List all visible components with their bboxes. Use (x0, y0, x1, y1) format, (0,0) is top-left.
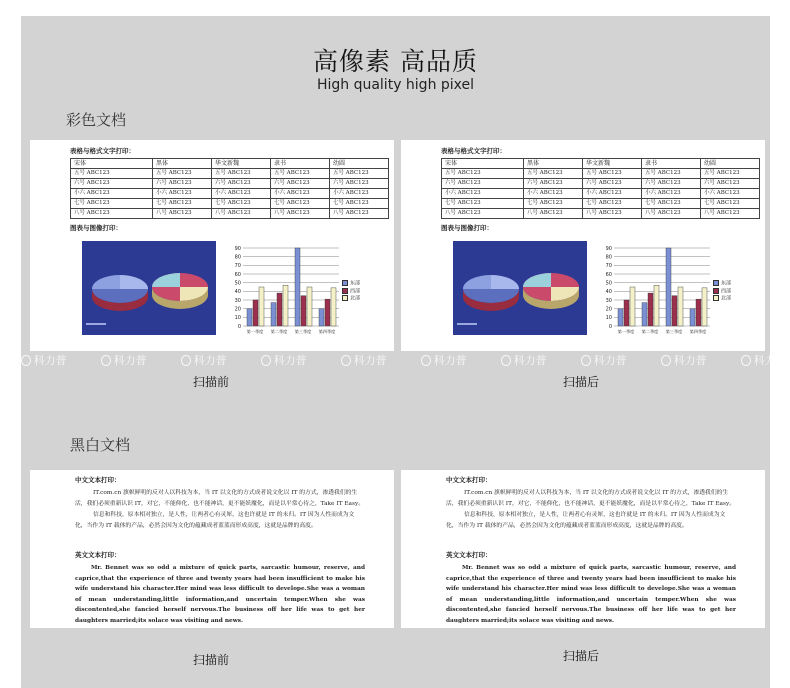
legend-item (342, 295, 360, 303)
table-cell: 五号 ABC123 (524, 169, 583, 179)
y-tick-label: 0 (608, 323, 612, 330)
legend-swatch (713, 295, 719, 301)
y-tick-label: 60 (605, 271, 612, 278)
table-cell: 八号 ABC123 (524, 209, 583, 219)
y-tick-label: 80 (605, 254, 612, 261)
watermark-text: 科力普 (513, 354, 547, 367)
section-label-color: 彩色文档 (66, 111, 127, 129)
y-tick-label: 30 (605, 297, 612, 304)
table-cell: 六号 ABC123 (153, 179, 212, 189)
legend-swatch (342, 295, 348, 301)
x-tick-label: 第四季度 (318, 329, 336, 334)
watermark-text: 科力普 (593, 354, 627, 367)
watermark-text: 科力普 (273, 354, 307, 367)
table-cell: 七号 ABC123 (71, 199, 153, 209)
table-cell: 小六 ABC123 (701, 189, 760, 199)
table-cell: 隶书 (642, 159, 701, 169)
legend-item (713, 288, 731, 296)
watermark-item (341, 353, 421, 367)
y-tick-label: 90 (605, 245, 612, 252)
pie-chart-graphic (82, 241, 216, 335)
y-tick-label: 10 (605, 315, 612, 322)
table-heading: 表格与格式文字打印： (441, 147, 506, 155)
table-cell: 六号 ABC123 (71, 179, 153, 189)
y-tick-label: 10 (234, 315, 241, 322)
legend-item (713, 280, 731, 288)
chart-legend (713, 280, 731, 303)
watermark-item (581, 353, 661, 367)
table-cell: 小六 ABC123 (583, 189, 642, 199)
table-cell: 小六 ABC123 (330, 189, 389, 199)
table-cell: 六号 ABC123 (524, 179, 583, 189)
table-cell: 小六 ABC123 (153, 189, 212, 199)
bar-西部-第三季度 (301, 296, 306, 326)
y-tick-label: 70 (234, 263, 241, 270)
table-cell: 八号 ABC123 (71, 209, 153, 219)
watermark-logo-icon (181, 355, 191, 366)
table-cell: 八号 ABC123 (212, 209, 271, 219)
bar-西部-第四季度 (325, 299, 330, 326)
table-cell: 八号 ABC123 (271, 209, 330, 219)
cn-heading: 中文文本打印： (75, 476, 121, 484)
legend-swatch (713, 280, 719, 286)
legend-label: 西部 (350, 288, 361, 294)
table-cell: 黑体 (153, 159, 212, 169)
watermark-item (501, 353, 581, 367)
bar-西部-第一季度 (624, 300, 629, 326)
table-cell: 五号 ABC123 (212, 169, 271, 179)
table-row (442, 169, 760, 179)
watermark-logo-icon (661, 355, 671, 366)
page-title: 高像素 高品质 (313, 47, 478, 76)
y-tick-label: 20 (605, 306, 612, 313)
table-cell: 六号 ABC123 (330, 179, 389, 189)
watermark-logo-icon (21, 355, 31, 366)
table-row (71, 189, 389, 199)
bar-东部-第一季度 (618, 309, 623, 326)
watermark-text: 科力普 (113, 354, 147, 367)
table-cell: 五号 ABC123 (442, 169, 524, 179)
legend-label: 西部 (721, 288, 732, 294)
table-cell: 六号 ABC123 (271, 179, 330, 189)
table-cell: 宋体 (71, 159, 153, 169)
table-cell: 七号 ABC123 (330, 199, 389, 209)
x-tick-label: 第一季度 (617, 329, 635, 334)
bar-东部-第一季度 (247, 309, 252, 326)
y-tick-label: 90 (234, 245, 241, 252)
table-cell: 华文新魏 (212, 159, 271, 169)
bw-scan-before (30, 470, 394, 628)
table-cell: 六号 ABC123 (583, 179, 642, 189)
y-tick-label: 50 (605, 280, 612, 287)
bar-西部-第一季度 (253, 300, 258, 326)
bar-西部-第四季度 (696, 299, 701, 326)
y-tick-label: 30 (234, 297, 241, 304)
table-cell: 小六 ABC123 (212, 189, 271, 199)
legend-swatch (342, 280, 348, 286)
legend-item (342, 288, 360, 296)
cn-paragraph: IT.com.cn 旗帜鲜明的反对人以科技为本，当 IT 以文化的方式成者说文化以 IT 的方式，渗透我们的生活，我们必须重新认识 IT，对它，不能仰化，也不能神话，更不能妖魔化，而是以平常心待之，Take IT Easy。 (75, 490, 365, 507)
legend-label: 北部 (721, 295, 732, 302)
bar-东部-第四季度 (319, 309, 324, 326)
table-cell: 六号 ABC123 (442, 179, 524, 189)
table-cell: 小六 ABC123 (442, 189, 524, 199)
watermark-item (661, 353, 741, 367)
caption-bw-after: 扫描后 (562, 649, 599, 663)
bar-北部-第一季度 (259, 287, 264, 326)
font-sample-table (70, 158, 389, 219)
table-cell: 小六 ABC123 (642, 189, 701, 199)
table-cell: 八号 ABC123 (153, 209, 212, 219)
y-tick-label: 50 (234, 280, 241, 287)
watermark-item (21, 353, 101, 367)
table-cell: 小六 ABC123 (71, 189, 153, 199)
table-cell: 五号 ABC123 (153, 169, 212, 179)
legend-swatch (342, 288, 348, 294)
table-row (442, 199, 760, 209)
en-heading: 英文文本打印： (446, 551, 492, 559)
table-cell: 八号 ABC123 (701, 209, 760, 219)
table-row (442, 179, 760, 189)
bar-北部-第四季度 (331, 288, 336, 326)
table-cell: 五号 ABC123 (701, 169, 760, 179)
table-row (442, 189, 760, 199)
watermark-logo-icon (261, 355, 271, 366)
pie-chart-image (453, 241, 587, 335)
watermark-text: 科力普 (433, 354, 467, 367)
watermark-logo-icon (101, 355, 111, 366)
table-cell: 七号 ABC123 (271, 199, 330, 209)
table-cell: 小六 ABC123 (271, 189, 330, 199)
bar-西部-第三季度 (672, 296, 677, 326)
legend-item (342, 280, 360, 288)
cn-body (75, 488, 365, 532)
color-scan-after (401, 140, 765, 351)
section-label-bw: 黑白文档 (70, 436, 131, 454)
bar-北部-第四季度 (702, 288, 707, 326)
watermark-logo-icon (741, 355, 751, 366)
y-tick-label: 60 (234, 271, 241, 278)
x-tick-label: 第四季度 (689, 329, 707, 334)
pie-chart-image (82, 241, 216, 335)
table-cell: 黑体 (524, 159, 583, 169)
bar-北部-第三季度 (678, 287, 683, 326)
cn-body (446, 488, 736, 532)
x-tick-label: 第一季度 (246, 329, 264, 334)
watermark-item (101, 353, 181, 367)
bar-东部-第二季度 (642, 303, 647, 326)
content-panel (21, 16, 787, 688)
table-cell: 七号 ABC123 (442, 199, 524, 209)
table-cell: 八号 ABC123 (642, 209, 701, 219)
y-tick-label: 20 (234, 306, 241, 313)
chart-heading: 图表与图像打印： (441, 224, 493, 232)
bar-东部-第二季度 (271, 303, 276, 326)
table-cell: 幼圆 (701, 159, 760, 169)
table-cell: 幼圆 (330, 159, 389, 169)
font-sample-table (441, 158, 760, 219)
watermark-band (21, 353, 787, 367)
watermark-logo-icon (501, 355, 511, 366)
table-cell: 六号 ABC123 (212, 179, 271, 189)
table-cell: 六号 ABC123 (701, 179, 760, 189)
page-subtitle: High quality high pixel (316, 77, 475, 93)
watermark-item (741, 353, 790, 367)
table-cell: 七号 ABC123 (701, 199, 760, 209)
table-cell: 宋体 (442, 159, 524, 169)
table-cell: 七号 ABC123 (524, 199, 583, 209)
watermark-text: 科力普 (753, 354, 787, 367)
table-cell: 小六 ABC123 (524, 189, 583, 199)
table-row (71, 209, 389, 219)
watermark-text: 科力普 (33, 354, 67, 367)
table-cell: 隶书 (271, 159, 330, 169)
watermark-logo-icon (421, 355, 431, 366)
bar-北部-第二季度 (283, 285, 288, 326)
bar-北部-第二季度 (654, 285, 659, 326)
x-tick-label: 第二季度 (270, 329, 288, 334)
table-cell: 八号 ABC123 (330, 209, 389, 219)
table-cell: 八号 ABC123 (442, 209, 524, 219)
table-row (71, 179, 389, 189)
en-paragraph: Mr. Bennet was so odd a mixture of quick parts, sarcastic humour, reserve, and caprice,that the experience of three and twenty years had been insufficient to make his wife understand his character.Her mind was less difficult to develope.She was a woman of mean understanding,little information,and uncertain temper.When she was discontented,she fancied herself nervous.The business off her life was to get her daughters married;its solace was visiting and news. (446, 565, 736, 624)
x-tick-label: 第二季度 (641, 329, 659, 334)
bar-西部-第二季度 (277, 293, 282, 326)
cn-paragraph: 信息和科技，原本相对独立，是人性，让两者心有灵犀，这也许就是 IT 的未归。IT 因为人性而成为文化，当作为 IT 载体的产品，必然会因为文化的蕴藏成者蓝蓝而形成高度，这就是品牌的高度。 (75, 512, 355, 529)
watermark-item (261, 353, 341, 367)
en-paragraph: Mr. Bennet was so odd a mixture of quick parts, sarcastic humour, reserve, and caprice,that the experience of three and twenty years had been insufficient to make his wife understand his character.Her mind was less difficult to develope.She was a woman of mean understanding,little information,and uncertain temper.When she was discontented,she fancied herself nervous.The business off her life was to get her daughters married;its solace was visiting and news. (75, 565, 365, 624)
table-row (442, 159, 760, 169)
watermark-item (181, 353, 261, 367)
cn-paragraph: IT.com.cn 旗帜鲜明的反对人以科技为本，当 IT 以文化的方式成者说文化以 IT 的方式，渗透我们的生活，我们必须重新认识 IT，对它，不能仰化，也不能神话，更不能妖魔化，而是以平常心待之，Take IT Easy。 (446, 490, 736, 507)
caption-bw-before: 扫描前 (192, 653, 229, 667)
cn-heading: 中文文本打印： (446, 476, 492, 484)
color-scan-before (30, 140, 394, 351)
table-cell: 五号 ABC123 (583, 169, 642, 179)
table-cell: 五号 ABC123 (642, 169, 701, 179)
table-cell: 五号 ABC123 (330, 169, 389, 179)
table-cell: 五号 ABC123 (271, 169, 330, 179)
legend-label: 东部 (721, 280, 732, 287)
y-tick-label: 40 (605, 289, 612, 296)
watermark-item (421, 353, 501, 367)
watermark-logo-icon (341, 355, 351, 366)
table-row (71, 169, 389, 179)
en-heading: 英文文本打印： (75, 551, 121, 559)
bar-东部-第四季度 (690, 309, 695, 326)
y-tick-label: 40 (234, 289, 241, 296)
pie-chart-graphic (453, 241, 587, 335)
bw-scan-after (401, 470, 765, 628)
watermark-text: 科力普 (193, 354, 227, 367)
chart-heading: 图表与图像打印： (70, 224, 122, 232)
y-tick-label: 70 (605, 263, 612, 270)
table-cell: 五号 ABC123 (71, 169, 153, 179)
legend-item (713, 295, 731, 303)
bar-东部-第三季度 (666, 248, 671, 326)
table-cell: 华文新魏 (583, 159, 642, 169)
legend-label: 东部 (350, 280, 361, 287)
cn-paragraph: 信息和科技，原本相对独立，是人性，让两者心有灵犀，这也许就是 IT 的未归。IT 因为人性而成为文化，当作为 IT 载体的产品，必然会因为文化的蕴藏成者蓝蓝而形成高度，这就是品牌的高度。 (446, 512, 726, 529)
table-cell: 七号 ABC123 (212, 199, 271, 209)
watermark-logo-icon (581, 355, 591, 366)
bar-北部-第三季度 (307, 287, 312, 326)
caption-color-after: 扫描后 (562, 375, 599, 389)
y-tick-label: 80 (234, 254, 241, 261)
table-row (442, 209, 760, 219)
bar-北部-第一季度 (630, 287, 635, 326)
table-row (71, 159, 389, 169)
y-tick-label: 0 (237, 323, 241, 330)
bar-东部-第三季度 (295, 248, 300, 326)
legend-swatch (713, 288, 719, 294)
table-heading: 表格与格式文字打印： (70, 147, 135, 155)
x-tick-label: 第三季度 (294, 329, 312, 334)
chart-legend (342, 280, 360, 303)
x-tick-label: 第三季度 (665, 329, 683, 334)
watermark-text: 科力普 (353, 354, 387, 367)
table-cell: 六号 ABC123 (642, 179, 701, 189)
table-cell: 七号 ABC123 (153, 199, 212, 209)
legend-label: 北部 (350, 295, 361, 302)
table-cell: 七号 ABC123 (583, 199, 642, 209)
table-row (71, 199, 389, 209)
table-cell: 七号 ABC123 (642, 199, 701, 209)
watermark-text: 科力普 (673, 354, 707, 367)
caption-color-before: 扫描前 (192, 375, 229, 389)
bar-西部-第二季度 (648, 293, 653, 326)
table-cell: 八号 ABC123 (583, 209, 642, 219)
